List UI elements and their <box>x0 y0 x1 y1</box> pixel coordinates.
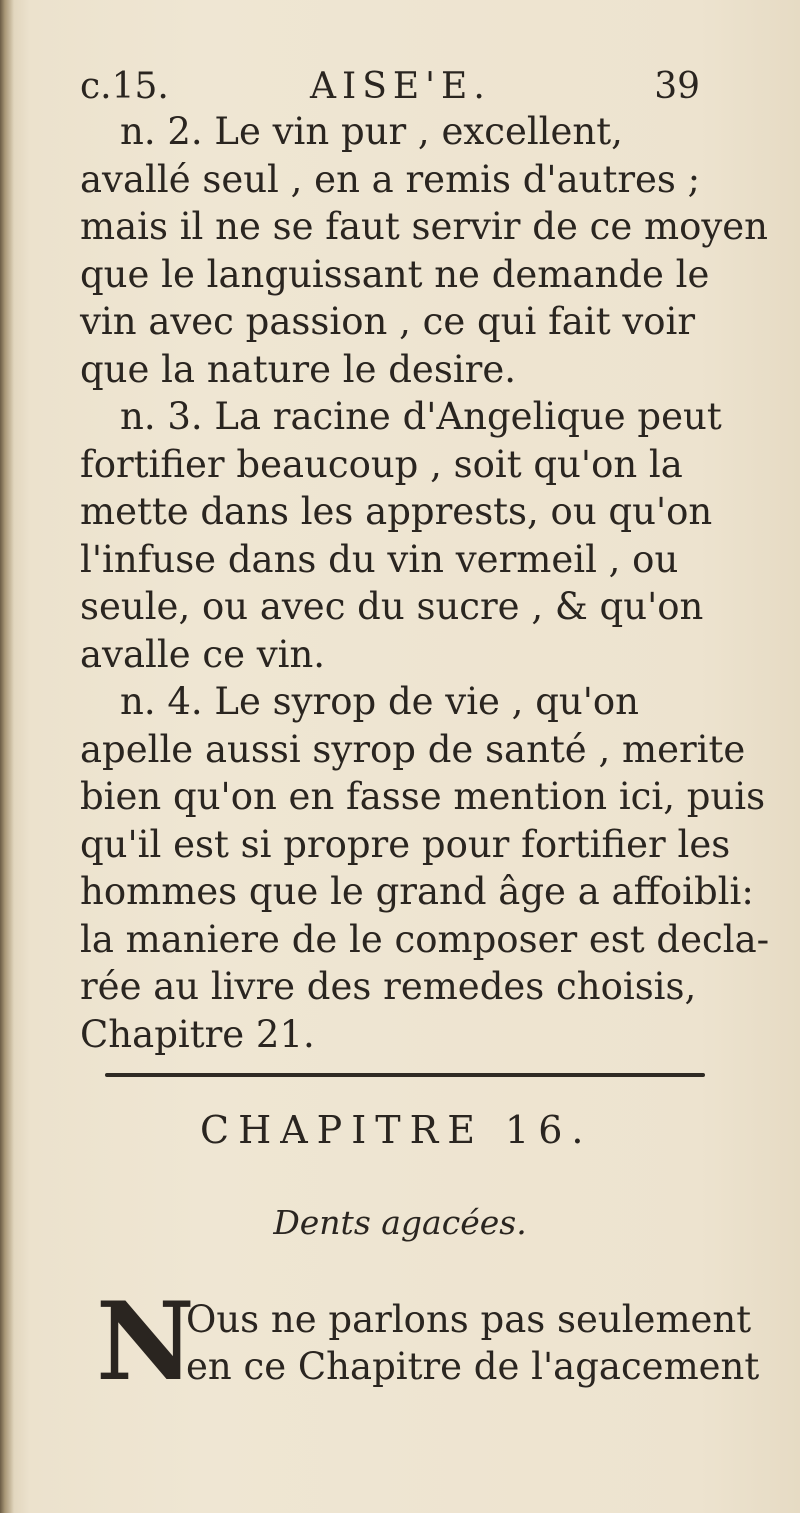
paragraph-n3 <box>80 393 722 678</box>
text-line: avallé seul , en a remis d'autres ; <box>80 157 701 201</box>
drop-cap: N <box>96 1279 195 1405</box>
text-line: n. 3. La racine d'Angelique peut <box>120 395 722 438</box>
text-line: seule, ou avec du sucre , & qu'on <box>80 585 704 628</box>
section-divider <box>105 1073 705 1077</box>
text-line: Ous ne parlons pas seulement <box>186 1298 752 1341</box>
opening-paragraph <box>186 1296 760 1390</box>
page-number: 39 <box>654 66 700 107</box>
text-line: n. 4. Le syrop de vie , qu'on <box>120 680 639 723</box>
text-line: la maniere de le composer est decla- <box>80 917 770 961</box>
text-line: Chapitre 21. <box>80 1012 315 1056</box>
text-line: n. 2. Le vin pur , excellent, <box>120 110 623 153</box>
text-line: fortifier beaucoup , soit qu'on la <box>80 442 683 486</box>
text-line: que le languissant ne demande le <box>80 252 710 296</box>
text-line: bien qu'on en fasse mention ici, puis <box>80 775 766 818</box>
text-line: l'infuse dans du vin vermeil , ou <box>80 537 679 581</box>
text-line: vin avec passion , ce qui fait voir <box>80 300 696 343</box>
header-chapter-ref: c.15. <box>80 66 169 107</box>
text-line: que la nature le desire. <box>80 347 516 391</box>
text-line: mette dans les apprests, ou qu'on <box>80 490 713 533</box>
chapter-title: CHAPITRE 16. <box>200 1108 593 1152</box>
text-line: en ce Chapitre de l'agacement <box>186 1345 760 1388</box>
chapter-subtitle: Dents agacées. <box>273 1203 527 1242</box>
text-line: mais il ne se faut servir de ce moyen <box>80 205 768 248</box>
body-text <box>80 108 770 1058</box>
paragraph-n4 <box>80 678 770 1058</box>
text-line: qu'il est si propre pour fortifier les <box>80 822 731 866</box>
text-line: hommes que le grand âge a affoibli: <box>80 870 754 913</box>
text-line: rée au livre des remedes choisis, <box>80 965 697 1008</box>
spine-shadow <box>0 0 14 1513</box>
header-title: AISE'E. <box>310 66 491 107</box>
text-line: avalle ce vin. <box>80 632 326 676</box>
text-line: apelle aussi syrop de santé , merite <box>80 727 746 771</box>
paragraph-n2 <box>80 108 768 393</box>
